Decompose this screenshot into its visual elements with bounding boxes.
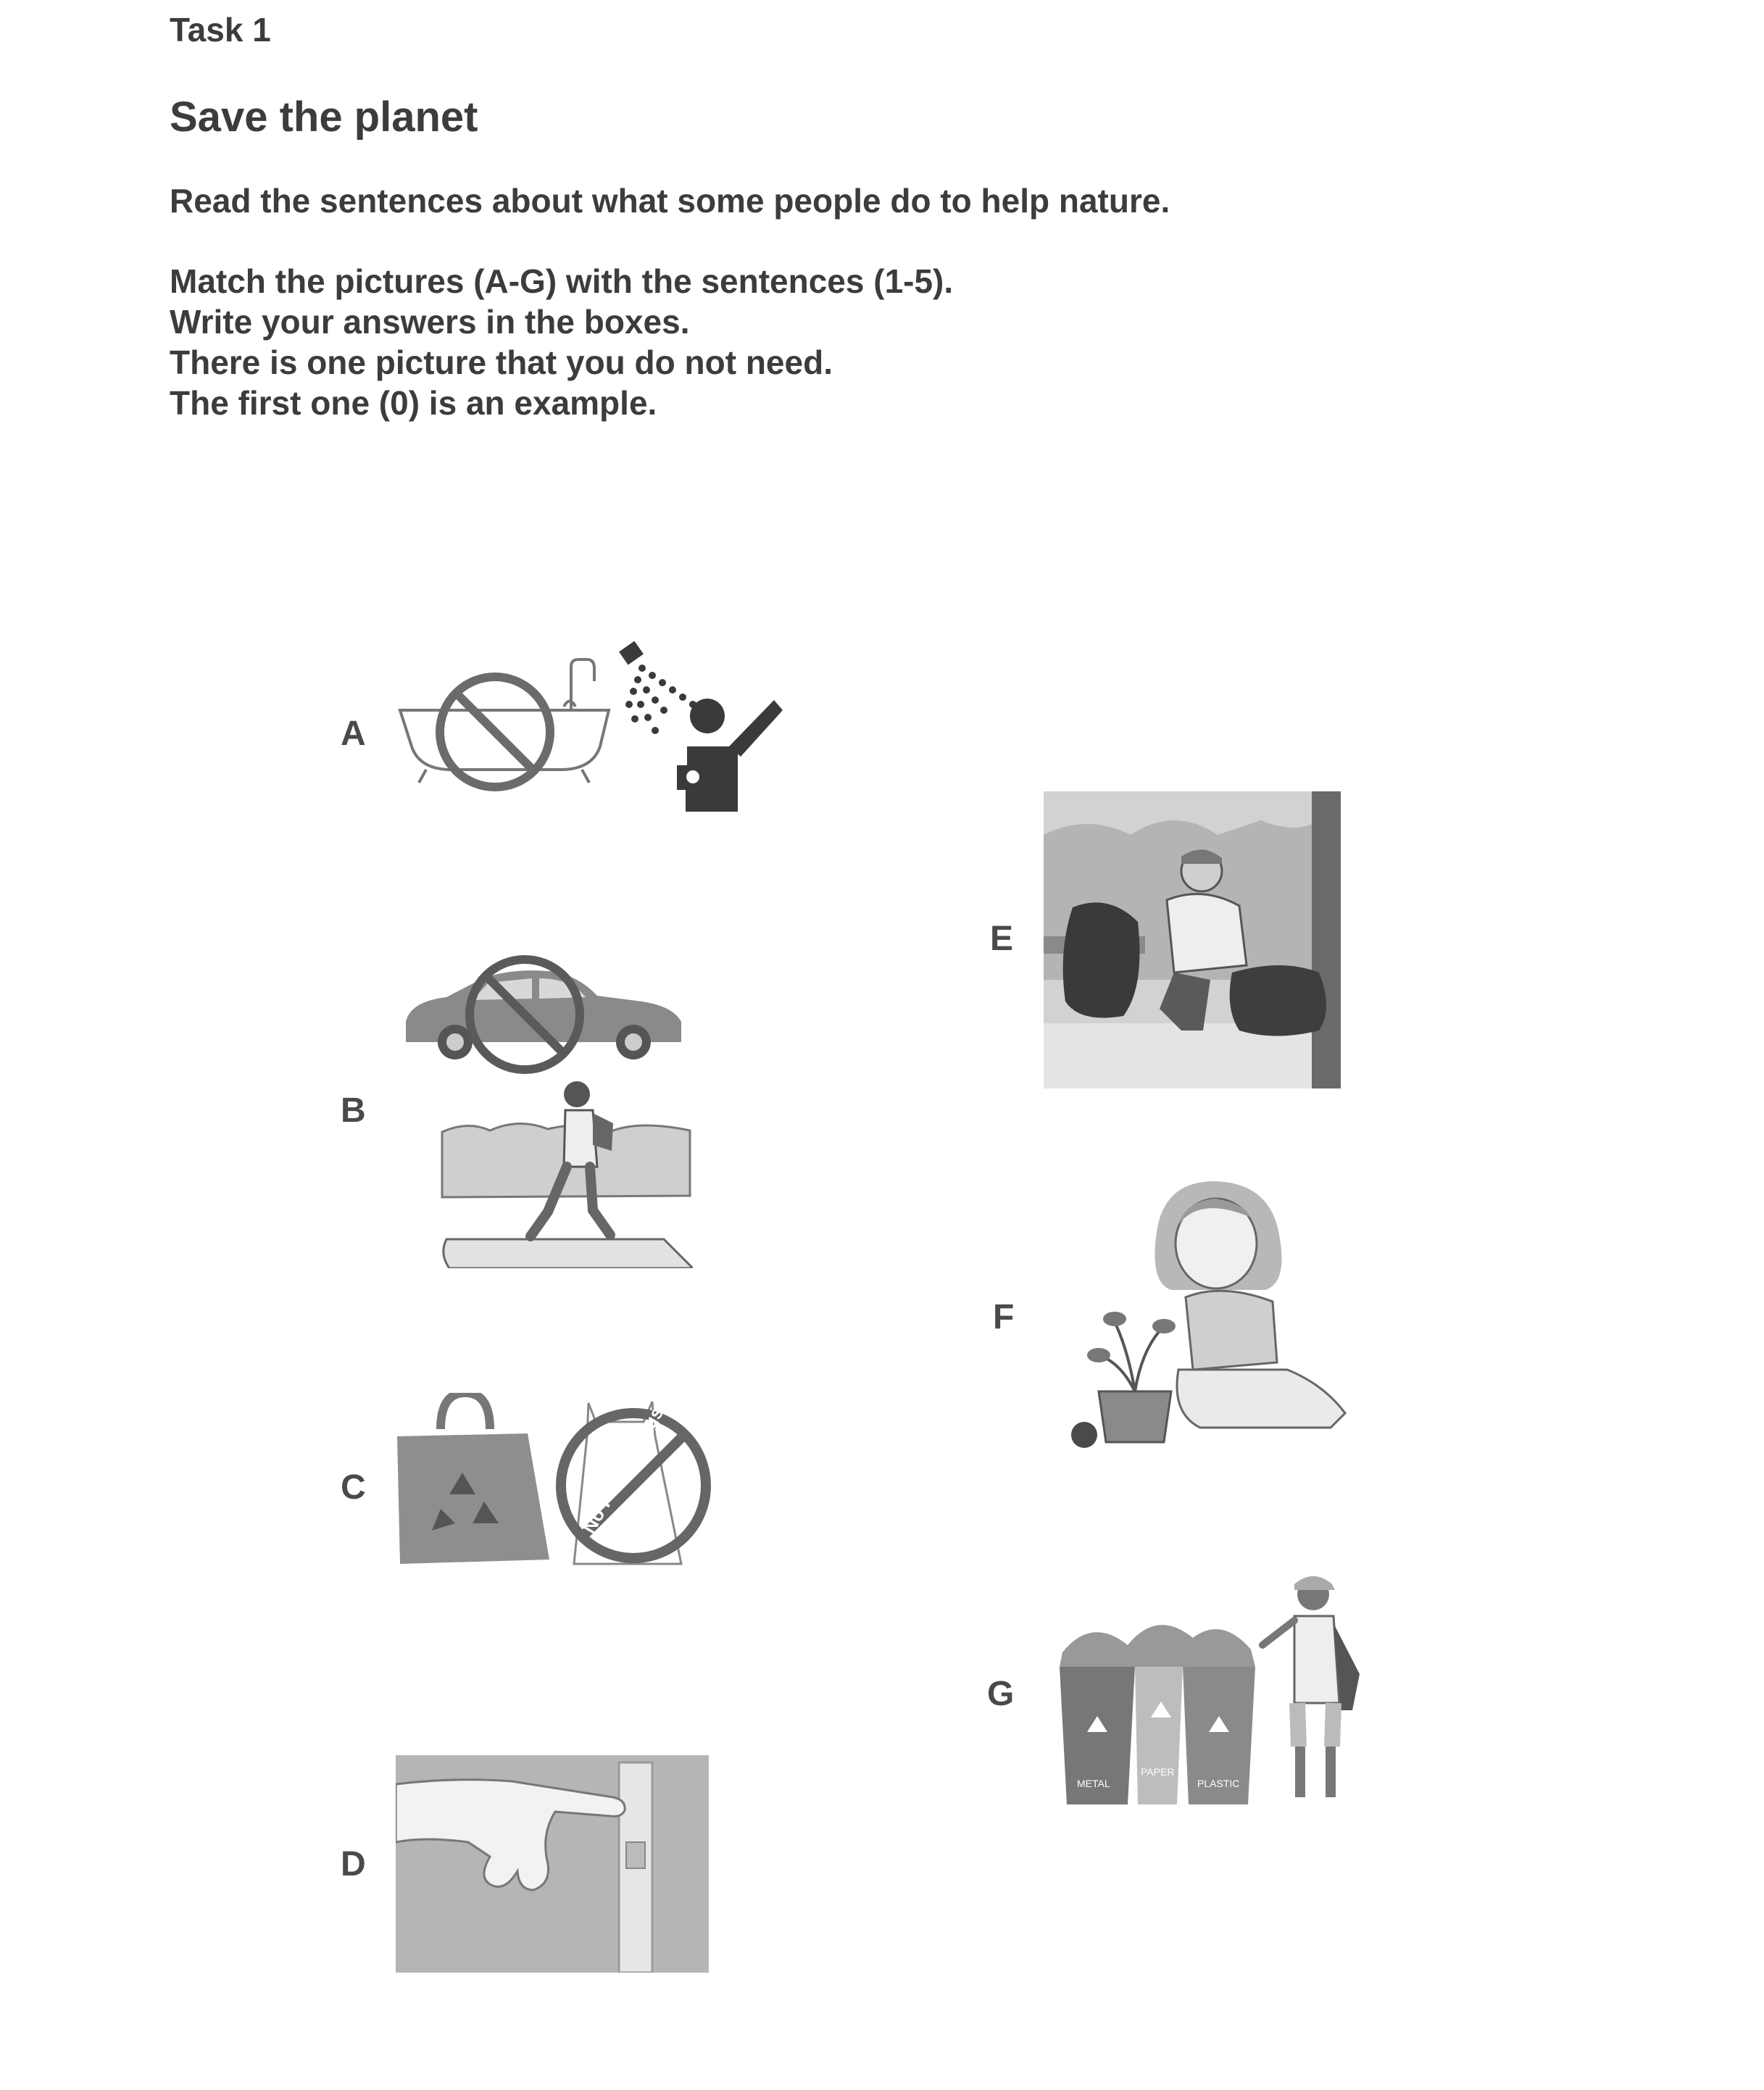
bin-label-paper: PAPER: [1141, 1766, 1175, 1778]
intro-text: Read the sentences about what some people do to help nature.: [170, 182, 1170, 220]
picture-f-girl-planting: [1055, 1174, 1352, 1457]
instruction-line: The first one (0) is an example.: [170, 384, 657, 422]
picture-g-recycling: [1055, 1565, 1367, 1812]
car-icon: [406, 970, 681, 1059]
walking-boy-illustration: [442, 1081, 693, 1268]
picture-letter-c: C: [341, 1468, 366, 1507]
boy-recycling-illustration: [1262, 1576, 1360, 1797]
instruction-line: Match the pictures (A-G) with the sentences (1-5).: [170, 262, 954, 300]
picture-e-collecting-rubbish: [1044, 791, 1341, 1088]
picture-a-no-bath-shower: [397, 638, 789, 812]
page-title: Save the planet: [170, 93, 478, 141]
picture-letter-g: G: [987, 1675, 1015, 1713]
bin-label-metal: METAL: [1077, 1778, 1110, 1789]
instruction-line: Write your answers in the boxes.: [170, 303, 690, 341]
task-label: Task 1: [170, 11, 271, 49]
sign-text: No Plastic Bags: [578, 1402, 668, 1537]
reusable-bag-icon: [397, 1393, 549, 1564]
picture-letter-a: A: [341, 715, 366, 753]
bin-label-plastic: PLASTIC: [1197, 1778, 1240, 1789]
picture-d-light-switch: [396, 1755, 709, 1973]
picture-letter-b: B: [341, 1091, 366, 1130]
shower-icon: [619, 641, 783, 812]
recycling-bins: [1060, 1625, 1255, 1804]
picture-c-reusable-bag: [397, 1393, 716, 1574]
picture-b-no-car-walking: [403, 949, 693, 1268]
picture-letter-e: E: [990, 920, 1014, 958]
instructions: [170, 261, 953, 423]
picture-letter-f: F: [993, 1298, 1015, 1336]
picture-letter-d: D: [341, 1845, 366, 1883]
instruction-line: There is one picture that you do not need.: [170, 344, 833, 381]
